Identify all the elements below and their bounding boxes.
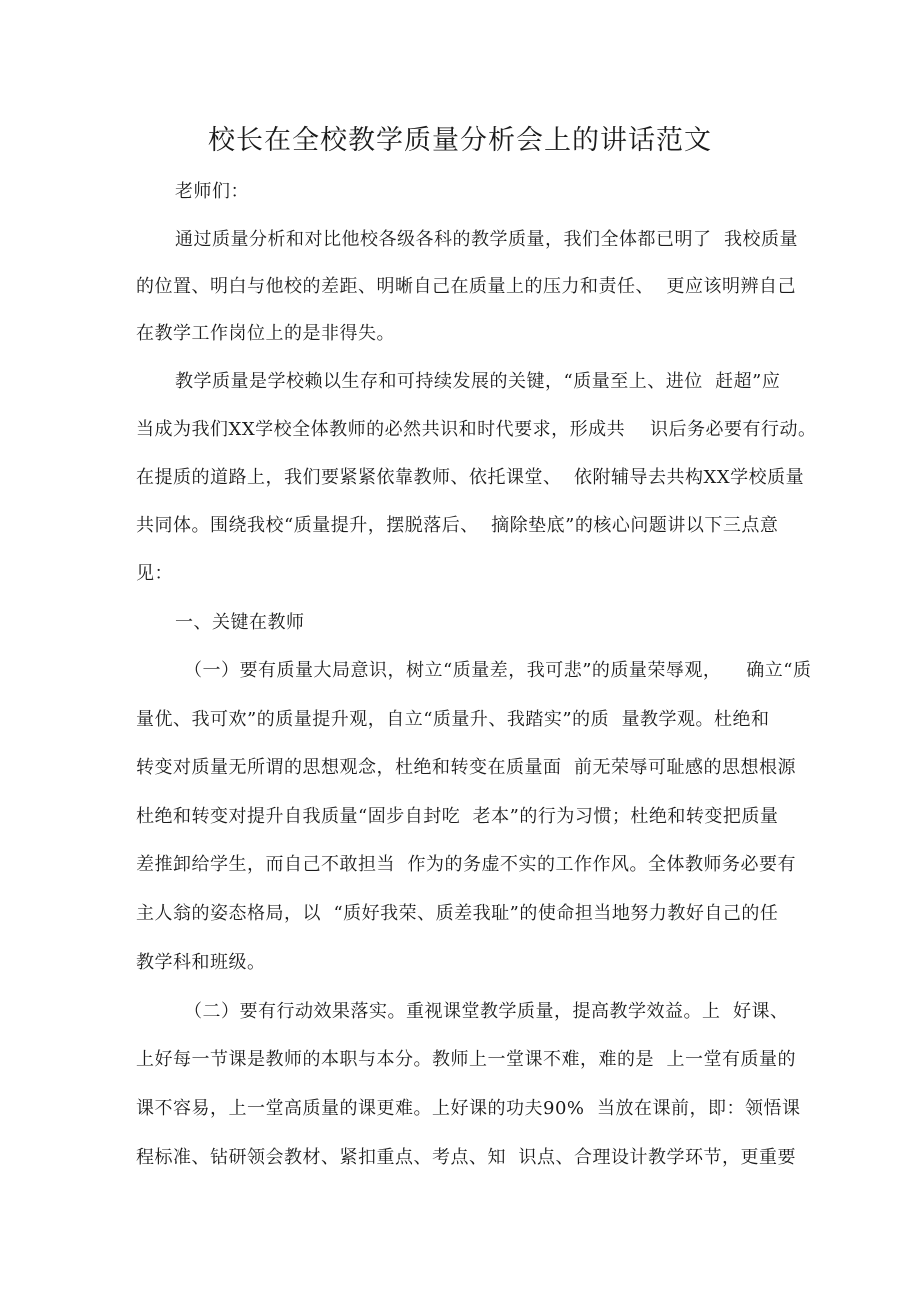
section-heading: 一、关键在教师	[175, 612, 305, 633]
paragraph-line: 上好每一节课是教师的本职与本分。教师上一堂课不难，难的是 上一堂有质量的	[136, 1049, 796, 1070]
document-title: 校长在全校教学质量分析会上的讲话范文	[208, 125, 712, 156]
paragraph-line: （一）要有质量大局意识，树立“质量差，我可悲”的质量荣辱观， 确立“质	[184, 660, 812, 681]
paragraph-line: 通过质量分析和对比他校各级各科的教学质量，我们全体都已明了 我校质量	[175, 229, 798, 250]
salutation: 老师们：	[175, 181, 249, 202]
paragraph-line: 主人翁的姿态格局，以 “质好我荣、质差我耻”的使命担当地努力教好自己的任	[136, 903, 779, 924]
paragraph-line: 转变对质量无所谓的思想观念，杜绝和转变在质量面 前无荣辱可耻感的思想根源	[136, 757, 796, 778]
paragraph-line: 当成为我们XX学校全体教师的必然共识和时代要求，形成共 识后务必要有行动。	[136, 419, 817, 440]
paragraph-line: 量优、我可欢”的质量提升观，自立“质量升、我踏实”的质 量教学观。杜绝和	[136, 709, 770, 730]
paragraph-line: （二）要有行动效果落实。重视课堂教学质量，提高教学效益。上 好课、	[184, 1001, 789, 1022]
paragraph-line: 在提质的道路上，我们要紧紧依靠教师、依托课堂、 依附辅导去共构XX学校质量	[136, 467, 805, 488]
paragraph-line: 杜绝和转变对提升自我质量“固步自封吃 老本”的行为习惯；杜绝和转变把质量	[136, 806, 779, 827]
paragraph-line: 在教学工作岗位上的是非得失。	[136, 323, 395, 344]
paragraph-line: 见：	[136, 563, 173, 584]
paragraph-line: 课不容易，上一堂高质量的课更难。上好课的功夫90% 当放在课前，即：领悟课	[136, 1098, 801, 1119]
paragraph-line: 差推卸给学生，而自己不敢担当 作为的务虚不实的工作作风。全体教师务必要有	[136, 854, 796, 875]
paragraph-line: 的位置、明白与他校的差距、明晰自己在质量上的压力和责任、 更应该明辨自己	[136, 276, 796, 297]
paragraph-line: 程标准、钻研领会教材、紧扣重点、考点、知 识点、合理设计教学环节，更重要	[136, 1147, 796, 1168]
paragraph-line: 教学质量是学校赖以生存和可持续发展的关键，“质量至上、进位 赶超”应	[175, 371, 781, 392]
paragraph-line: 教学科和班级。	[136, 952, 266, 973]
paragraph-line: 共同体。围绕我校“质量提升，摆脱落后、 摘除垫底”的核心问题讲以下三点意	[136, 515, 779, 536]
